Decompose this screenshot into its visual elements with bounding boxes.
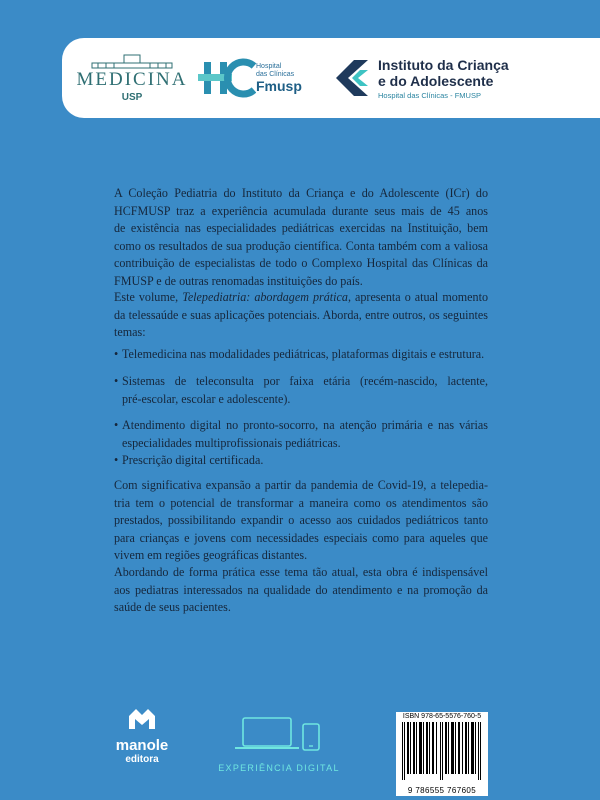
manole-mark-icon: [127, 708, 157, 730]
bullet-line: Sistemas de teleconsulta por faixa etária (recém-nascido, lactente,: [122, 374, 488, 388]
digital-label: EXPERIÊNCIA DIGITAL: [218, 763, 340, 773]
digital-experience-badge: [214, 716, 344, 773]
bullet-item: [114, 373, 488, 408]
p2-line: temas:: [114, 325, 146, 339]
isbn-label: ISBN 978-65-5576-760-5: [402, 713, 482, 720]
book-title: Telepediatria: abordagem prática: [182, 290, 348, 304]
bullet-dot: •: [114, 347, 119, 361]
p3-line: tria tem o potencial de transformar a maneira como os atendimentos são: [114, 495, 488, 510]
bullet-line: Prescrição digital certificada.: [122, 453, 264, 467]
hc-line3: Fmusp: [256, 77, 302, 94]
publisher-sub: editora: [125, 754, 159, 765]
barcode: [396, 712, 488, 796]
paragraph-3: [114, 477, 488, 565]
p4-line: saúde de seus pacientes.: [114, 600, 231, 614]
bullet-line: especialidades multiprofissionais pediátricas.: [122, 435, 341, 450]
p1-line: como os resultados de sua produção científica. Conta também com a valiosa: [114, 238, 488, 253]
p3-line: vivem em regiões geográficas distantes.: [114, 548, 308, 562]
icr-line2: e do Adolescente: [378, 72, 494, 89]
logo-card: [62, 38, 600, 118]
bullet-item: [114, 346, 488, 364]
paragraph-4: [114, 564, 488, 617]
icr-line1: Instituto da Criança: [378, 56, 509, 73]
bullet-dot: •: [114, 418, 119, 432]
p2-line: [114, 289, 488, 307]
manole-logo: [112, 708, 172, 765]
icr-line3: Hospital das Clínicas - FMUSP: [378, 90, 481, 100]
hc-text: [256, 63, 302, 94]
logo-bar: [0, 38, 600, 118]
p3-line: para crianças e jovens com necessidades especiais como para aqueles que: [114, 530, 488, 545]
p1-line: HCFMUSP traz a experiência acumulada durante seus mais de 45 anos: [114, 203, 488, 218]
hc-line1: Hospital: [256, 62, 282, 70]
p2-line: da telessaúde e suas aplicações potenciais. Aborda, entre outros, os seguintes: [114, 307, 488, 322]
paragraph-1: [114, 185, 488, 290]
hc-mark-icon: [198, 58, 256, 98]
p1-line: A Coleção Pediatria do Instituto da Criança e do Adolescente (ICr) do: [114, 186, 488, 200]
bullet-line: Atendimento digital no pronto-socorro, na atenção primária e nas várias: [122, 418, 488, 432]
medicina-usp-logo: [76, 38, 188, 118]
bullet-item: [114, 417, 488, 452]
footer: [0, 700, 600, 800]
devices-icon: [233, 716, 325, 752]
medicina-label: MEDICINA: [76, 69, 188, 90]
bullet-dot: •: [114, 453, 119, 467]
usp-label: USP: [121, 92, 143, 103]
p2-post: , apresenta o atual momento: [347, 290, 488, 304]
p4-line: Abordando de forma prática esse tema tão atual, esta obra é indispensável: [114, 565, 488, 579]
p2-pre: Este volume,: [114, 290, 183, 304]
bullet-dot: •: [114, 374, 119, 388]
bullet-line: Telemedicina nas modalidades pediátricas, plataformas digitais e estrutura.: [122, 347, 485, 361]
building-icon: [90, 53, 174, 69]
hc-fmusp-logo: [198, 38, 328, 118]
bullet-item: [114, 452, 488, 470]
p4-line: aos pediatras interessados na qualidade do atendimento e na promoção da: [114, 582, 488, 597]
hc-line2: das Clínicas: [256, 70, 295, 78]
icr-logo: [334, 38, 594, 118]
barcode-bars: [396, 720, 488, 782]
p3-line: prestados, possibilitando expandir o acesso aos cuidados pediátricos tanto: [114, 513, 488, 527]
barcode-number: 9 786555 767605: [407, 786, 477, 795]
paragraph-2: [114, 289, 488, 342]
p3-line: Com significativa expansão a partir da pandemia de Covid-19, a telepedia-: [114, 478, 488, 492]
publisher-name: manole: [115, 737, 169, 754]
p1-line: contribuição de especialistas de todo o Complexo Hospital das Clínicas da: [114, 256, 488, 270]
icr-mark-icon: [334, 58, 370, 98]
p1-line: de existência nas especialidades pediátricas exercidas na Instituição, bem: [114, 221, 488, 235]
bullet-line: pré-escolar, escolar e adolescente).: [122, 391, 291, 406]
p1-line: FMUSP e de outras renomadas instituições do país.: [114, 273, 363, 288]
